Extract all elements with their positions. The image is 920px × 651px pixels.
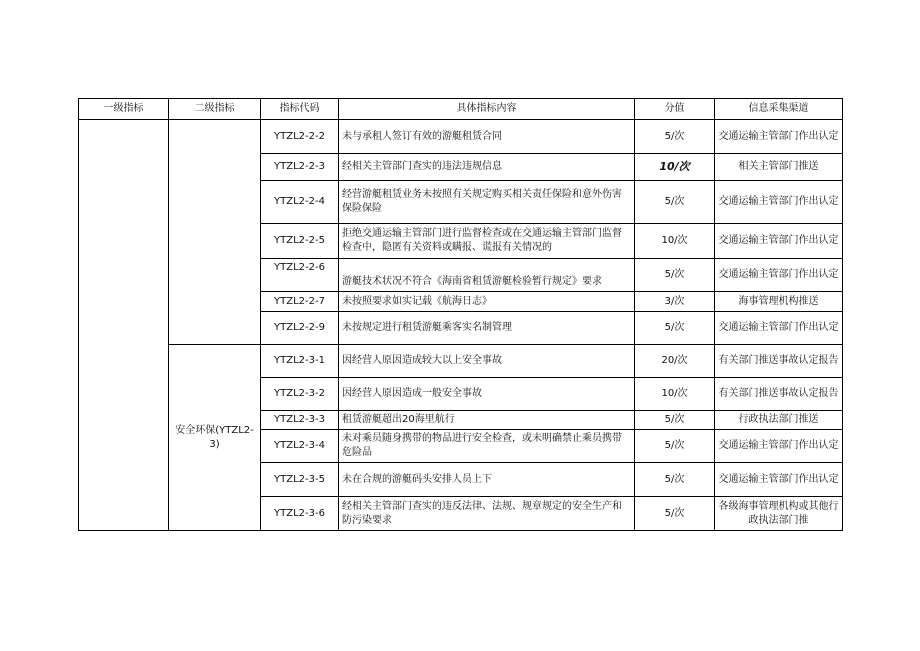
row-content: 拒绝交通运输主管部门进行监督检查或在交通运输主管部门监督检查中，隐匿有关资料或瞒报、谎报有关情况的	[339, 224, 635, 259]
row-code: YTZL2-3-1	[261, 345, 339, 378]
row-code: YTZL2-2-5	[261, 224, 339, 259]
row-score: 5/次	[635, 259, 715, 292]
row-channel: 各级海事管理机构或其他行政执法部门推	[715, 497, 843, 531]
row-content: 未在合规的游艇码头安排人员上下	[339, 463, 635, 497]
row-score: 5/次	[635, 120, 715, 154]
row-channel: 有关部门推送事故认定报告	[715, 345, 843, 378]
indicator-table	[78, 98, 843, 531]
row-code: YTZL2-3-3	[261, 411, 339, 430]
row-code: YTZL2-3-5	[261, 463, 339, 497]
level2-cell-prev	[169, 120, 261, 345]
level2-cell-safety: 安全环保(YTZL2-3)	[169, 345, 261, 531]
row-score: 10/次	[635, 224, 715, 259]
row-content: 经营游艇租赁业务未按照有关规定购买相关责任保险和意外伤害保险保险	[339, 181, 635, 224]
row-channel: 交通运输主管部门作出认定	[715, 224, 843, 259]
row-content: 经相关主管部门查实的违反法律、法规、规章规定的安全生产和防污染要求	[339, 497, 635, 531]
row-channel: 行政执法部门推送	[715, 411, 843, 430]
row-channel: 交通运输主管部门作出认定	[715, 312, 843, 345]
row-score: 5/次	[635, 312, 715, 345]
table-row	[79, 120, 843, 154]
row-channel: 交通运输主管部门作出认定	[715, 463, 843, 497]
row-code: YTZL2-2-7	[261, 292, 339, 312]
row-content: 未与承租人签订有效的游艇租赁合同	[339, 120, 635, 154]
row-content: 未按规定进行租赁游艇乘客实名制管理	[339, 312, 635, 345]
row-score: 5/次	[635, 430, 715, 463]
header-channel: 信息采集渠道	[715, 99, 843, 120]
row-code: YTZL2-2-9	[261, 312, 339, 345]
row-score: 10/次	[635, 378, 715, 411]
row-content: 游艇技术状况不符合《海南省租赁游艇检验暂行规定》要求	[339, 259, 635, 292]
row-channel: 交通运输主管部门作出认定	[715, 430, 843, 463]
row-content: 未对乘员随身携带的物品进行安全检查，或未明确禁止乘员携带危险品	[339, 430, 635, 463]
row-channel: 海事管理机构推送	[715, 292, 843, 312]
row-content: 因经营人原因造成较大以上安全事故	[339, 345, 635, 378]
header-level1: 一级指标	[79, 99, 169, 120]
row-score: 5/次	[635, 463, 715, 497]
row-code: YTZL2-2-4	[261, 181, 339, 224]
header-level2: 二级指标	[169, 99, 261, 120]
header-score: 分值	[635, 99, 715, 120]
row-channel: 交通运输主管部门作出认定	[715, 259, 843, 292]
row-content: 经相关主管部门查实的违法违规信息	[339, 154, 635, 181]
row-code: YTZL2-2-3	[261, 154, 339, 181]
row-code: YTZL2-2-2	[261, 120, 339, 154]
row-channel: 交通运输主管部门作出认定	[715, 120, 843, 154]
row-score: 10/次	[635, 154, 715, 181]
row-channel: 相关主管部门推送	[715, 154, 843, 181]
table-header-row	[79, 99, 843, 120]
row-score: 3/次	[635, 292, 715, 312]
row-content: 租赁游艇超出20海里航行	[339, 411, 635, 430]
row-content: 未按照要求如实记载《航海日志》	[339, 292, 635, 312]
row-code: YTZL2-3-2	[261, 378, 339, 411]
header-code: 指标代码	[261, 99, 339, 120]
row-channel: 有关部门推送事故认定报告	[715, 378, 843, 411]
row-code: YTZL2-3-4	[261, 430, 339, 463]
row-channel: 交通运输主管部门作出认定	[715, 181, 843, 224]
row-score: 5/次	[635, 411, 715, 430]
level1-cell	[79, 120, 169, 531]
row-content: 因经营人原因造成一般安全事故	[339, 378, 635, 411]
row-score: 20/次	[635, 345, 715, 378]
row-score: 5/次	[635, 181, 715, 224]
header-content: 具体指标内容	[339, 99, 635, 120]
row-code: YTZL2-3-6	[261, 497, 339, 531]
table-row	[79, 345, 843, 378]
row-score: 5/次	[635, 497, 715, 531]
row-code: YTZL2-2-6	[261, 259, 339, 292]
